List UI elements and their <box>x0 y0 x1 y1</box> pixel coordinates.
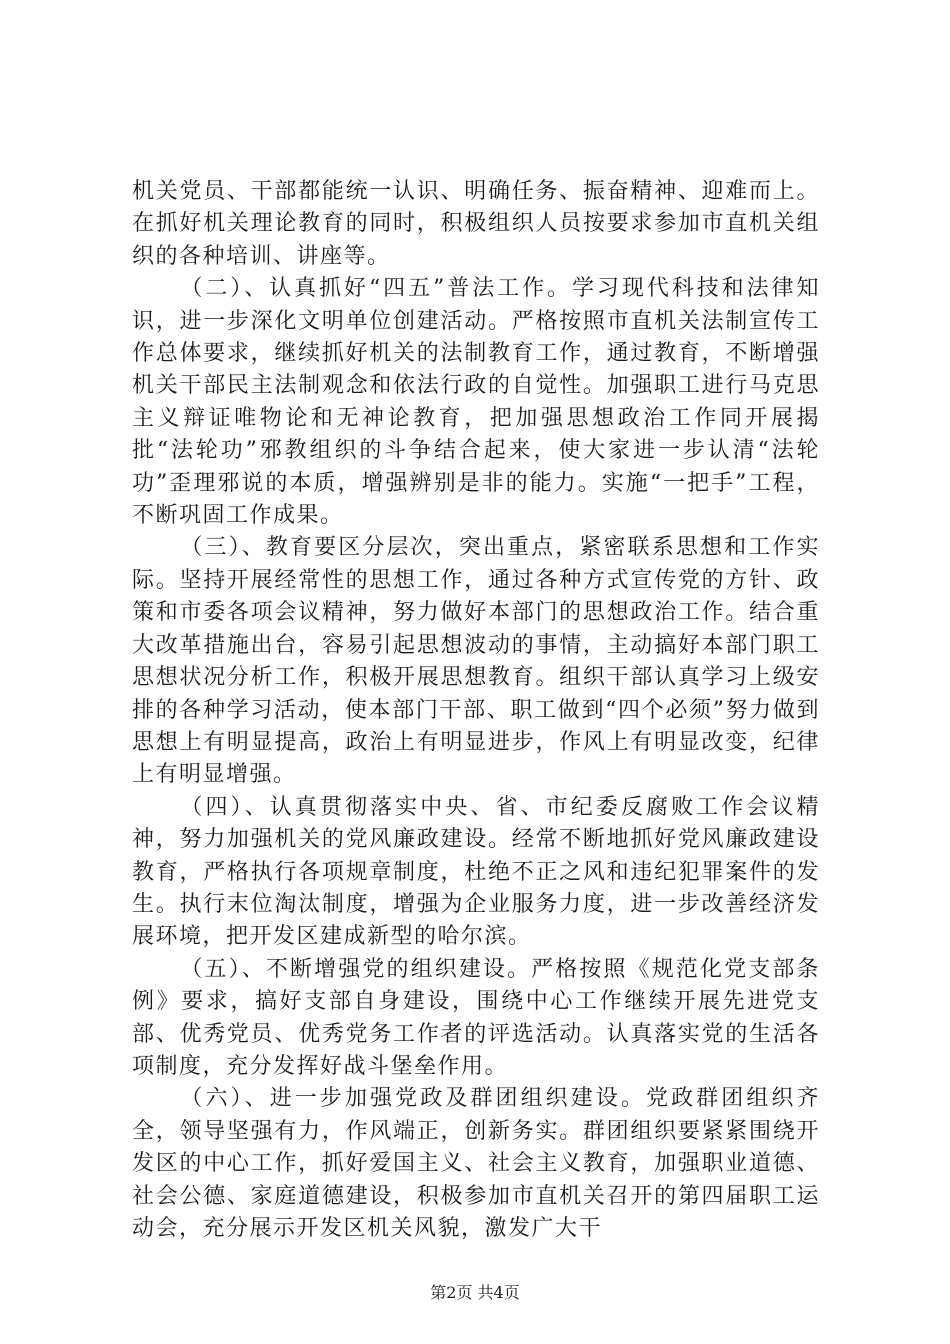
paragraph-section-2: （二）、认真抓好“四五”普法工作。学习现代科技和法律知识，进一步深化文明单位创建活动。严格按照市直机关法制宣传工作总体要求，继续抓好机关的法制教育工作，通过教育，不断增强机关干部民主法制观念和依法行政的自觉性。加强职工进行马克思主义辩证唯物论和无神论教育，把加强思想政治工作同开展揭批“法轮功”邪教组织的斗争结合起来，使大家进一步认清“法轮功”歪理邪说的本质，增强辨别是非的能力。实施“一把手”工程，不断巩固工作成果。 <box>132 276 820 529</box>
document-body <box>132 176 820 1245</box>
page-footer: 第2页 共4页 <box>430 1283 520 1302</box>
paragraph-continuation: 机关党员、干部都能统一认识、明确任务、振奋精神、迎难而上。在抓好机关理论教育的同时，积极组织人员按要求参加市直机关组织的各种培训、讲座等。 <box>132 179 820 269</box>
paragraph-section-6: （六）、进一步加强党政及群团组织建设。党政群团组织齐全，领导坚强有力，作风端正，创新务实。群团组织要紧紧围绕开发区的中心工作，抓好爱国主义、社会主义教育，加强职业道德、社会公德、家庭道德建设，积极参加市直机关召开的第四届职工运动会，充分展示开发区机关风貌，激发广大干 <box>132 1086 820 1241</box>
paragraph-section-4: （四）、认真贯彻落实中央、省、市纪委反腐败工作会议精神，努力加强机关的党风廉政建设。经常不断地抓好党风廉政建设教育，严格执行各项规章制度，杜绝不正之风和违纪犯罪案件的发生。执行末位淘汰制度，增强为企业服务力度，进一步改善经济发展环境，把开发区建成新型的哈尔滨。 <box>132 794 820 950</box>
paragraph-section-3: （三）、教育要区分层次，突出重点，紧密联系思想和工作实际。坚持开展经常性的思想工作，通过各种方式宣传党的方针、政策和市委各项会议精神，努力做好本部门的思想政治工作。结合重大改革措施出台，容易引起思想波动的事情，主动搞好本部门职工思想状况分析工作，积极开展思想教育。组织干部认真学习上级安排的各种学习活动，使本部门干部、职工做到“四个必须”努力做到思想上有明显提高，政治上有明显进步，作风上有明显改变，纪律上有明显增强。 <box>132 535 820 788</box>
paragraph-section-5: （五）、不断增强党的组织建设。严格按照《规范化党支部条例》要求，搞好支部自身建设，围绕中心工作继续开展先进党支部、优秀党员、优秀党务工作者的评选活动。认真落实党的生活各项制度，充分发挥好战斗堡垒作用。 <box>132 956 820 1079</box>
